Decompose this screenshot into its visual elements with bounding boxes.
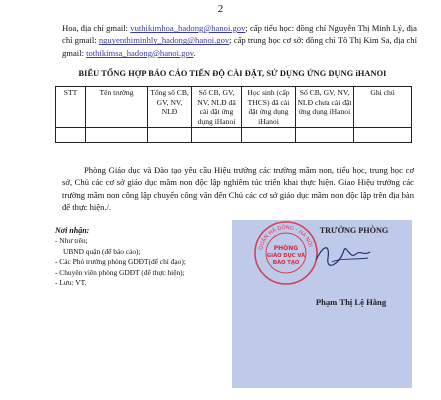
header-notes: Ghi chú bbox=[354, 87, 412, 128]
header-staff-installed: Số CB, GV, NV, NLĐ đã cài đặt ứng dụng iHanoi bbox=[192, 87, 242, 128]
table-cell bbox=[296, 128, 354, 143]
seal-line: ĐÀO TẠO bbox=[272, 260, 300, 266]
seal-line: GIÁO DỤC VÀ bbox=[266, 253, 306, 259]
header-students-installed: Học sinh (cấp THCS) đã cài đặt ứng dụng iHanoi bbox=[242, 87, 296, 128]
seal-ring-text: QUẬN HÀ ĐÔNG - HÀ NỘI bbox=[258, 224, 314, 251]
recipient-item: - Như trên; bbox=[55, 236, 88, 246]
header-total-staff: Tổng số CB, GV, NV, NLĐ bbox=[148, 87, 192, 128]
recipient-item: - Chuyên viên phòng GDĐT (để thực hiện); bbox=[55, 267, 185, 277]
seal-line: PHÒNG bbox=[273, 245, 299, 252]
table-cell bbox=[86, 128, 148, 143]
table-cell bbox=[56, 128, 86, 143]
email-link-ly[interactable]: nguyenthiminhly_hadong@hanoi.gov bbox=[98, 35, 230, 46]
table-row bbox=[56, 128, 412, 143]
signer-title: TRƯỞNG PHÒNG bbox=[319, 226, 389, 235]
recipient-item: UBND quận (để báo cáo); bbox=[63, 246, 141, 256]
recipient-item: - Lưu: VT. bbox=[55, 278, 87, 288]
intro-text-4: . bbox=[193, 47, 196, 58]
email-link-sa[interactable]: tothikimsa_hadong@hanoi.gov bbox=[86, 47, 194, 58]
recipient-item: - Các Phó trưởng phòng GDĐT(để chỉ đạo); bbox=[55, 257, 186, 267]
page-number: 2 bbox=[217, 3, 224, 15]
table-cell bbox=[148, 128, 192, 143]
table-title: BIỂU TỔNG HỢP BÁO CÁO TIẾN ĐỘ CÀI ĐẶT, SỬ DỤNG ỨNG DỤNG iHANOI bbox=[78, 69, 387, 78]
header-staff-not-installed: Số CB, GV, NV, NLĐ chưa cài đặt ứng dụng iHanoi bbox=[296, 87, 354, 128]
body-paragraph: Phòng Giáo dục và Đào tạo yêu cầu Hiệu trưởng các trường mầm non, tiểu học, trung học cơ sở, Chủ các cơ sở giáo dục mầm non độc lập nghiêm túc triển khai thực hiện. Giao Hiệu trưởng các trường mầm non công lập chuyển công văn đến Chủ các cơ sở giáo dục mầm non độc lập trên địa bàn để thực hiện./. bbox=[62, 165, 414, 213]
header-stt: STT bbox=[56, 87, 86, 128]
table-cell bbox=[354, 128, 412, 143]
intro-text-1: Hoa, địa chỉ gmail: bbox=[62, 23, 131, 33]
table-cell bbox=[242, 128, 296, 143]
table-cell bbox=[192, 128, 242, 143]
report-table bbox=[55, 86, 412, 143]
email-link-hoa[interactable]: vuthikimhoa_hadong@hanoi.gov bbox=[130, 23, 246, 33]
table-header-row bbox=[56, 87, 412, 128]
handwritten-signature bbox=[310, 238, 380, 270]
recipients-block bbox=[55, 226, 245, 288]
intro-paragraph bbox=[62, 22, 417, 59]
header-school-name: Tên trường bbox=[86, 87, 148, 128]
signer-name: Phạm Thị Lệ Hằng bbox=[315, 297, 387, 307]
recipients-title: Nơi nhận: bbox=[55, 226, 90, 235]
intro-text-3: ; cấp trung học cơ sở: đồng chí Tô Thị Kim Sa, địa chỉ gmail: bbox=[62, 35, 417, 58]
intro-text-2: ; cấp tiểu học: đồng chí Nguyễn Thị Minh Lý, địa chỉ gmail: bbox=[62, 23, 417, 46]
